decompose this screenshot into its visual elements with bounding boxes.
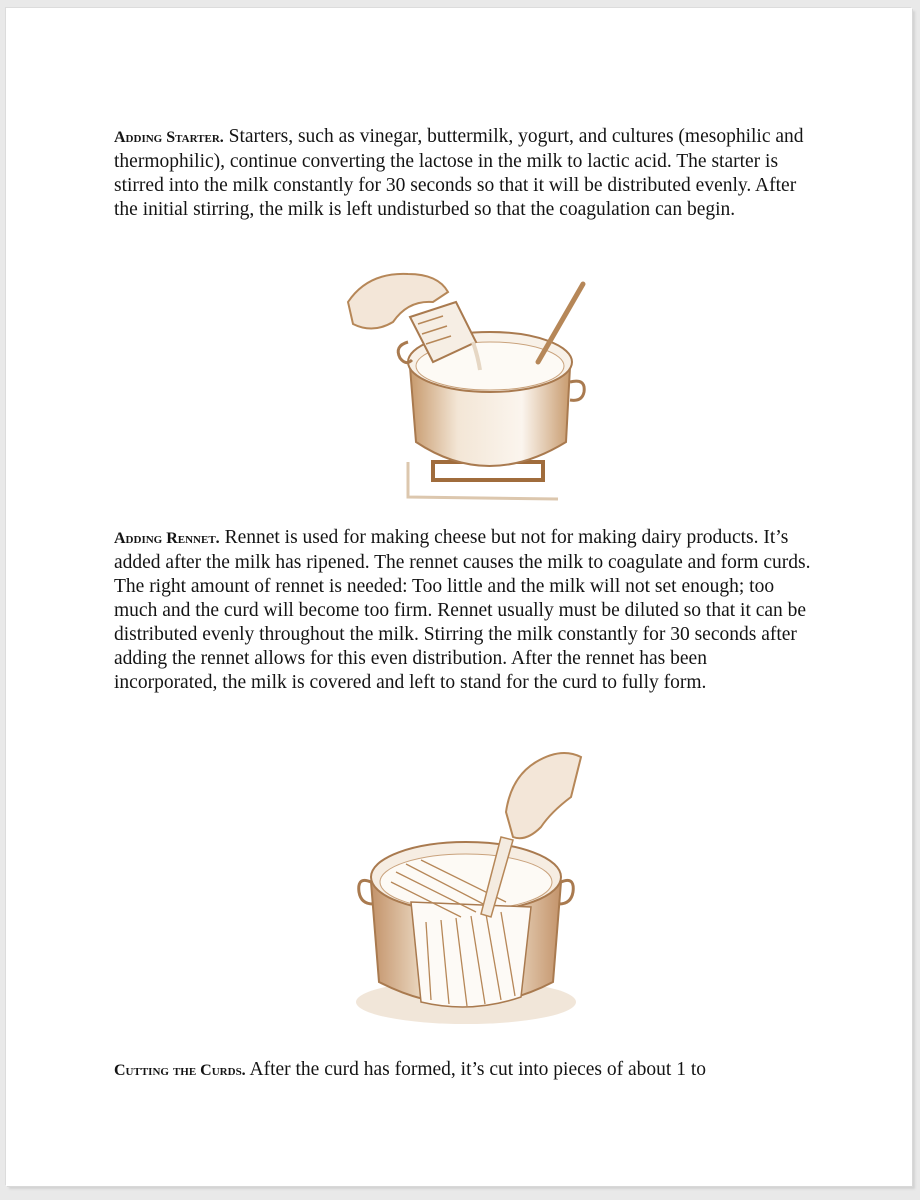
section-body: Starters, such as vinegar, buttermilk, yogurt, and cultures (mesophilic and thermophilic), continue converting the lactose in the milk to lactic acid. The starter is stirred into the milk constantly for 30 seconds so that it will be distributed evenly. After the initial stirring, the milk is left undisturbed so that the coagulation can begin.: [114, 126, 804, 220]
section-body: After the curd has formed, it’s cut into pieces of about 1 to: [245, 1059, 706, 1080]
paragraph-adding-rennet: [114, 526, 814, 695]
illustration-adding-starter: [338, 262, 588, 512]
section-heading: Cutting the Curds.: [114, 1062, 246, 1079]
section-body: Rennet is used for making cheese but not for making dairy products. It’s added after the milk has ripened. The rennet causes the milk to coagulate and form curds. The right amount of rennet is needed: Too little and the milk will not set enough; too much and the curd will become too firm. Rennet usually must be diluted so that it can be distributed evenly throughout the milk. Stirring the milk constantly for 30 seconds after adding the rennet allows for this even distribution. After the rennet has been incorporated, the milk is covered and left to stand for the curd to fully form.: [114, 527, 811, 693]
paragraph-adding-starter: [114, 125, 814, 222]
document-page: [6, 8, 912, 1186]
paragraph-cutting-curds: [114, 1058, 814, 1083]
illustration-cutting-curds: [341, 742, 591, 1027]
section-heading: Adding Rennet.: [114, 530, 220, 547]
section-heading: Adding Starter.: [114, 129, 224, 146]
